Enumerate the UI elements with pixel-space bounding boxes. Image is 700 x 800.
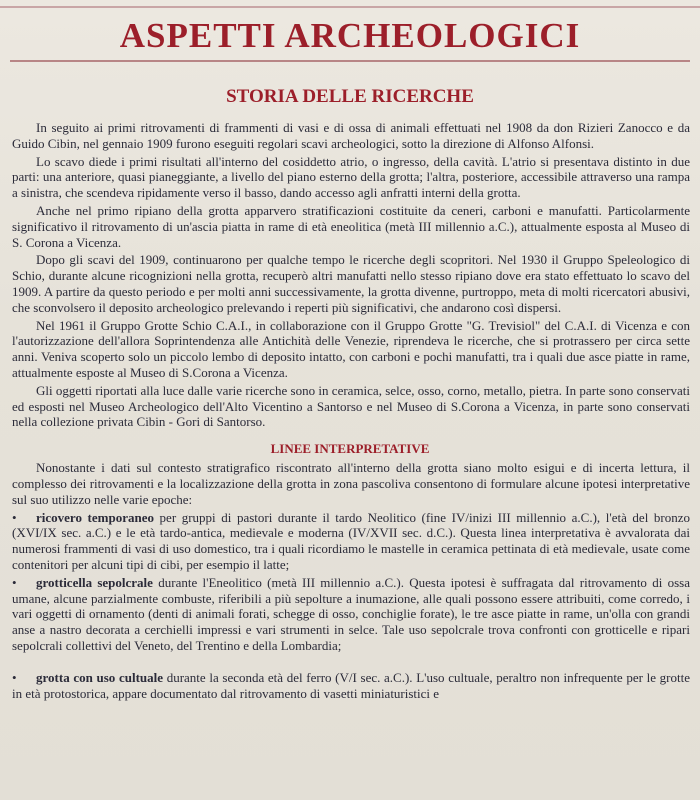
history-paragraph: Lo scavo diede i primi risultati all'interno del cosiddetto atrio, o ingresso, della cavità. L'atrio si presentava distinto in due parti: una anteriore, quasi pianeggiante, a livello del piano esterno della grotta; l'altra, posteriore, accessibile attraverso una rampa a sinistra, che scendeva ripidamente verso il basso, dando accesso agli anfratti interni della grotta. <box>12 153 690 201</box>
section-history-heading: STORIA DELLE RICERCHE <box>226 86 474 107</box>
history-paragraph: In seguito ai primi ritrovamenti di frammenti di vasi e di ossa di animali effettuati nel 1908 da don Rizieri Zanocco e da Guido Cibin, nel gennaio 1909 furono eseguiti regolari scavi archeologici, sotto la direzione di Alfonso Alfonsi. <box>12 120 690 151</box>
history-paragraph: Nel 1961 il Gruppo Grotte Schio C.A.I., in collaborazione con il Gruppo Grotte "G. Trevisiol" del C.A.I. di Vicenza e con l'autorizzazione dell'allora Soprintendenza alle Antichità delle Venezie, riprendeva le ricerche, che si protrassero per circa sette anni. Veniva scoperto solo un piccolo lembo di deposito intatto, con carboni e pochi manufatti, tra i quali due asce piatte in rame, attualmente esposte al Museo di S.Corona a Vicenza. <box>12 317 690 380</box>
lines-item: • grotta con uso cultuale durante la seconda età del ferro (V/I sec. a.C.). L'uso cultuale, peraltro non infrequente per le grotte in età protostorica, appare documentato dal ritrovamento di vasetti miniaturistici e <box>12 669 690 701</box>
lines-item: • ricovero temporaneo per gruppi di pastori durante il tardo Neolitico (fine IV/inizi III millennio a.C.), l'età del bronzo (XVI/IX sec. a.C.) e le età tardo-antica, medievale e moderna (IV/XVII sec. d.C.). Questa linea interpretativa è avvalorata dai numerosi frammenti di vasi di uso domestico, tra i quali ricordiamo le mastelle in ceramica pettinata di età medievale, usate come contenitori per alcuni tipi di cibi, per esempio il latte; <box>12 509 690 572</box>
lines-intro: Nonostante i dati sul contesto stratigrafico riscontrato all'interno della grotta siano molto esigui e di incerta lettura, il complesso dei ritrovamenti e la localizzazione della grotta in zona pascoliva consentono di formulare alcune ipotesi interpretative sul suo utilizzo nelle varie epoche: <box>12 460 690 507</box>
lines-body <box>10 460 690 701</box>
section-lines-heading: LINEE INTERPRETATIVE <box>270 441 430 457</box>
history-paragraph: Anche nel primo ripiano della grotta apparvero stratificazioni costituite da ceneri, carboni e manufatti. Particolarmente significativo il ritrovamento di un'ascia piatta in rame di età eneolitica (metà III millennio a.C.), attualmente esposta al Museo di S. Corona a Vicenza. <box>12 202 690 250</box>
history-body <box>10 120 690 430</box>
title-divider <box>10 60 690 62</box>
lines-item: • grotticella sepolcrale durante l'Eneolitico (metà III millennio a.C.). Questa ipotesi è suffragata dal ritrovamento di ossa umane, alcune parzialmente combuste, riferibili a più sepolture a inumazione, alle quali possono essere attribuiti, come corredo, i vari oggetti di ornamento (denti di animali forati, schegge di osso, conchiglie forate), le tre asce piatte in rame, un'olla con grandi anse a nastro decorata a cerchielli impressi e vari strumenti in selce. Tale uso sepolcrale trova confronti con grotticelle e ripari sepolcrali collettivi del Veneto, del Trentino e della Lombardia; <box>12 574 690 653</box>
history-paragraph: Gli oggetti riportati alla luce dalle varie ricerche sono in ceramica, selce, osso, corno, metallo, pietra. In parte sono conservati ed esposti nel Museo Archeologico dell'Alto Vicentino a Santorso e nel Museo di S.Corona a Vicenza, in parte sono conservati nella collezione privata Cibin - Gori di Santorso. <box>12 382 690 430</box>
spacer <box>12 656 690 670</box>
page-title: ASPETTI ARCHEOLOGICI <box>119 16 581 55</box>
history-paragraph: Dopo gli scavi del 1909, continuarono per qualche tempo le ricerche degli scopritori. Nel 1930 il Gruppo Speleologico di Schio, durante alcune ricognizioni nella grotta, recuperò altri manufatti nello stesso ripiano dove era stato effettuato lo scavo del 1909. A partire da questo periodo e per molti anni successivamente, la grotta divenne, purtroppo, meta di molti ricercatori abusivi, che sconvolsero il deposito archeologico prelevando i reperti più significativi, che andarono così dispersi. <box>12 252 690 315</box>
top-rule <box>0 6 700 8</box>
